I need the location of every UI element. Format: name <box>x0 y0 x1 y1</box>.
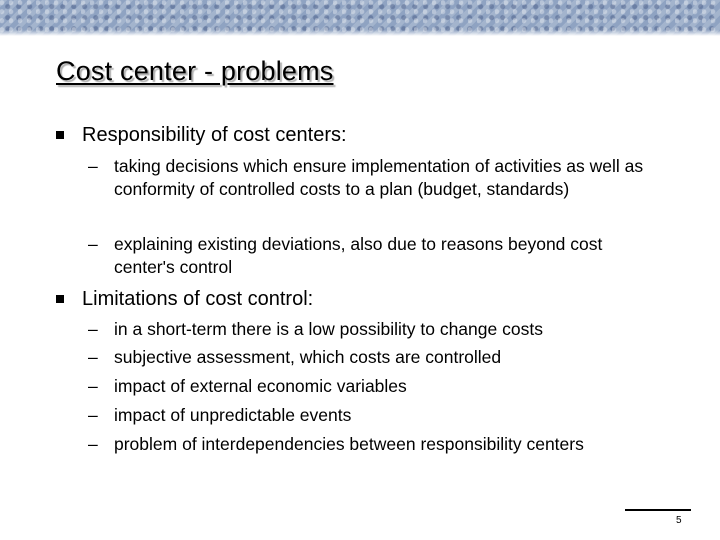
subitem-text: in a short-term there is a low possibility to change costs <box>114 319 543 339</box>
bullet-text: Responsibility of cost centers: <box>82 124 347 146</box>
subitem-text: impact of unpredictable events <box>114 405 352 425</box>
page-number-rule <box>625 509 691 511</box>
subitem <box>88 233 648 279</box>
dash-icon: – <box>88 156 98 176</box>
dash-icon: – <box>88 434 98 454</box>
dash-icon: – <box>88 376 98 396</box>
dash-icon: – <box>88 405 98 425</box>
dash-icon: – <box>88 319 98 339</box>
subitem <box>88 155 648 201</box>
subitem-text: subjective assessment, which costs are controlled <box>114 347 502 367</box>
page-number: 5 <box>676 515 682 526</box>
slide-title: Cost center - problems <box>56 56 334 86</box>
subitem-text: taking decisions which ensure implementation of activities as well as conformity of controlled costs to a plan (budget, standards) <box>114 156 644 199</box>
dash-icon: – <box>88 347 98 367</box>
subitem-text: problem of interdependencies between responsibility centers <box>114 434 584 454</box>
bullet-text: Limitations of cost control: <box>82 288 314 310</box>
decorative-header-band <box>0 0 720 36</box>
subitem <box>88 346 648 369</box>
square-bullet-icon <box>56 295 64 303</box>
subitem <box>88 375 648 398</box>
subitem-text: explaining existing deviations, also due to reasons beyond cost center's control <box>114 234 603 277</box>
square-bullet-icon <box>56 131 64 139</box>
dash-icon: – <box>88 234 98 254</box>
subitem <box>88 433 648 456</box>
subitem <box>88 404 648 427</box>
subitem <box>88 318 648 341</box>
subitem-text: impact of external economic variables <box>114 376 407 396</box>
